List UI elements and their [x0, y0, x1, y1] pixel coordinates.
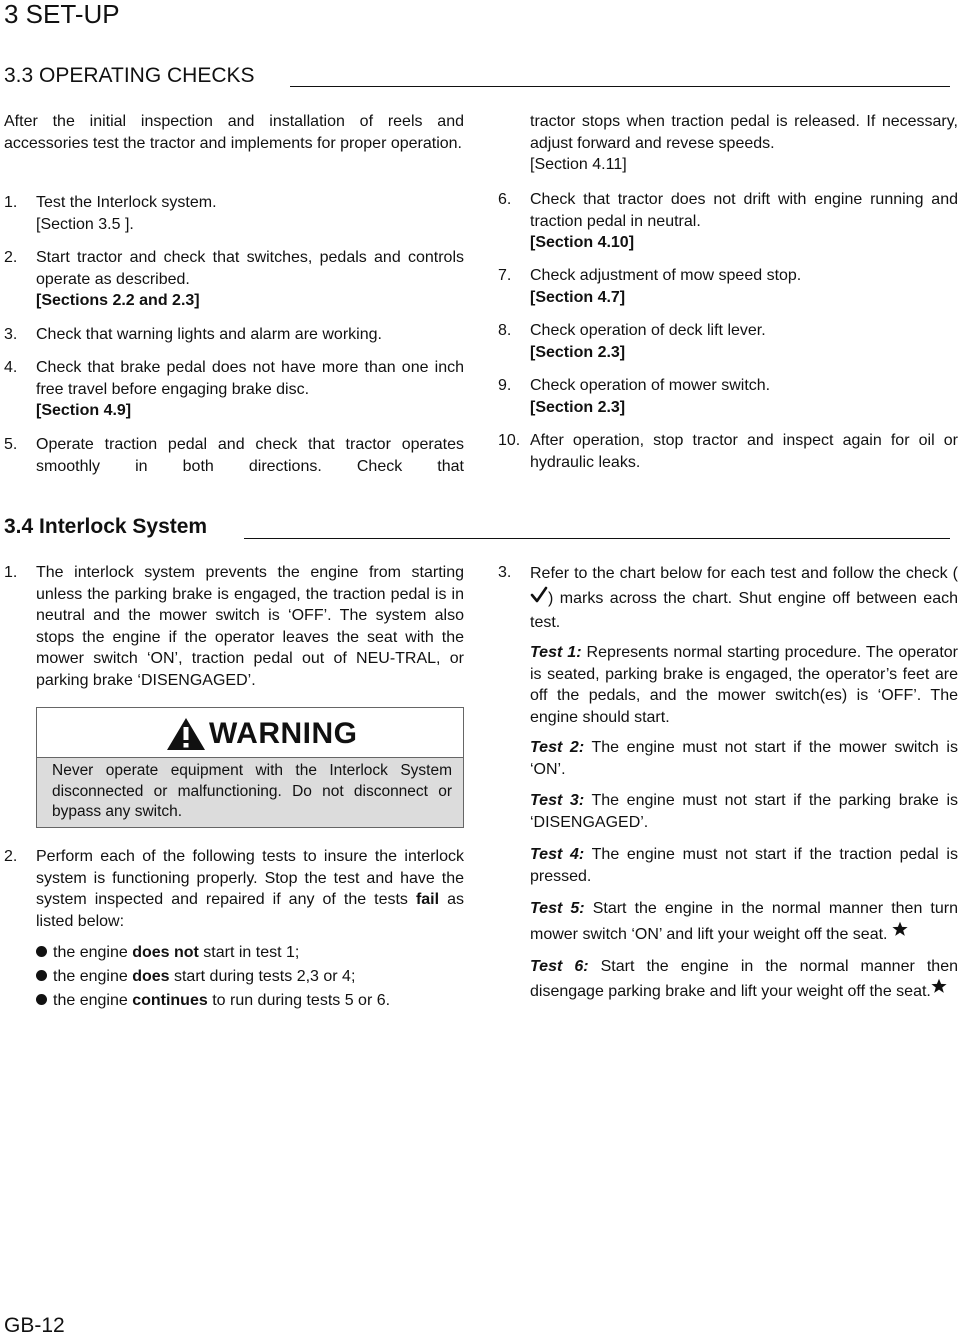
section-3-4-rule — [244, 538, 950, 539]
check-item-8 — [498, 320, 958, 364]
bullet-dot-icon — [36, 994, 47, 1005]
check-item-number: 4. — [4, 359, 18, 376]
interlock-item-number: 1. — [4, 564, 18, 581]
check-item-text: After operation, stop tractor and inspect again for oil or hydraulic leaks. — [530, 432, 958, 471]
check-item-4 — [4, 357, 464, 423]
check-item-number: 7. — [498, 267, 512, 284]
check-item-ref: [Section 4.9] — [36, 402, 132, 419]
test-text: Start the engine in the normal manner then turn mower switch ‘ON’ and lift your weight off the seat. — [530, 900, 958, 943]
interlock-item-1 — [4, 562, 464, 692]
check-item-ref: [Section 4.11] — [530, 156, 627, 173]
check-item-number: 9. — [498, 377, 512, 394]
check-item-text: Start tractor and check that switches, pedals and controls operate as described. — [36, 249, 464, 288]
check-item-ref: [Section 3.5 ]. — [36, 215, 134, 233]
test-label: Test 2: — [530, 739, 585, 756]
bullet-text-end: start in test 1; — [198, 944, 300, 961]
fail-condition-2 — [36, 966, 355, 987]
check-item-5-continued — [498, 111, 958, 177]
check-item-7 — [498, 265, 958, 309]
interlock-item-text: Perform each of the following tests to insure the interlock system is functioning properly. Stop the test and have the system inspected and repaired if any of the tests — [36, 848, 464, 908]
check-item-number: 2. — [4, 249, 18, 266]
interlock-item-number: 2. — [4, 848, 18, 865]
check-item-number: 10. — [498, 432, 521, 449]
fail-keyword: fail — [415, 891, 440, 908]
check-item-number: 5. — [4, 436, 18, 453]
bullet-text: the engine — [53, 992, 133, 1009]
interlock-item-2 — [4, 846, 464, 934]
test-5 — [530, 897, 958, 947]
bullet-bold: does not — [132, 944, 199, 961]
bullet-text-end: to run during tests 5 or 6. — [207, 992, 391, 1009]
check-item-ref: [Section 2.3] — [530, 343, 626, 361]
check-item-number: 1. — [4, 194, 18, 211]
check-item-ref: [Sections 2.2 and 2.3] — [36, 292, 200, 309]
check-item-text: Test the Interlock system. — [36, 194, 217, 211]
check-item-text: tractor stops when traction pedal is released. If necessary, adjust forward and revese speeds. — [530, 113, 958, 152]
check-item-text: Check that brake pedal does not have more than one inch free travel before engaging brake disc. — [36, 359, 464, 398]
section-3-3-title: 3.3 OPERATING CHECKS — [4, 64, 255, 87]
check-item-1 — [4, 192, 464, 236]
check-item-5 — [4, 434, 464, 478]
star-icon — [892, 921, 908, 937]
bullet-text: the engine — [53, 968, 133, 985]
check-item-text: Check operation of mower switch. — [530, 377, 771, 394]
bullet-dot-icon — [36, 946, 47, 957]
star-icon — [931, 978, 947, 994]
warning-triangle-icon — [166, 717, 206, 751]
check-item-number: 8. — [498, 322, 512, 339]
interlock-item-number: 3. — [498, 564, 512, 581]
check-item-number: 3. — [4, 326, 18, 343]
check-item-3 — [4, 324, 464, 346]
check-item-ref: [Section 2.3] — [530, 398, 626, 416]
check-item-ref: [Section 4.10] — [530, 234, 635, 251]
bullet-bold: continues — [132, 992, 208, 1009]
check-item-text: Check that tractor does not drift with engine running and traction pedal in neutral. — [530, 191, 958, 230]
interlock-item-text-end: ) marks across the chart. Shut engine off between each test. — [530, 590, 958, 631]
page-number: GB-12 — [4, 1314, 65, 1337]
section-3-3-intro: After the initial inspection and installation of reels and accessories test the tractor and implements for proper operation. — [4, 113, 464, 152]
test-text: Represents normal starting procedure. The operator is seated, parking brake is engaged, the operator’s feet are off the pedals, and the mower switch(es) is ‘OFF’. The engine should start. — [530, 644, 959, 726]
check-item-text: Check adjustment of mow speed stop. — [530, 267, 802, 284]
test-label: Test 5: — [530, 900, 585, 917]
bullet-text: the engine — [53, 944, 133, 961]
test-text: The engine must not start if the parking brake is ‘DISENGAGED’. — [530, 792, 958, 831]
fail-condition-1 — [36, 942, 299, 963]
section-3-3-rule — [290, 86, 950, 87]
section-3-4-title: 3.4 Interlock System — [4, 515, 208, 538]
check-item-number: 6. — [498, 191, 512, 208]
check-item-9 — [498, 375, 958, 419]
test-2 — [530, 737, 958, 780]
check-item-6 — [498, 189, 958, 255]
bullet-dot-icon — [36, 970, 47, 981]
warning-box — [36, 707, 464, 828]
warning-text: Never operate equipment with the Interlock System disconnected or malfunctioning. Do not disconnect or bypass any switch. — [52, 762, 452, 820]
test-4 — [530, 844, 958, 887]
interlock-item-text-end: as listed below: — [36, 891, 464, 930]
interlock-item-text: Refer to the chart below for each test and follow the check ( — [530, 565, 958, 582]
test-text: The engine must not start if the mower switch is ‘ON’. — [530, 739, 958, 778]
test-6 — [530, 956, 958, 1003]
check-mark-icon — [530, 586, 548, 604]
test-text: The engine must not start if the traction pedal is pressed. — [530, 846, 958, 885]
chapter-title: 3 SET-UP — [4, 0, 120, 29]
test-label: Test 1: — [530, 644, 582, 661]
test-1 — [530, 642, 958, 728]
test-label: Test 3: — [530, 792, 585, 809]
check-item-10 — [498, 430, 958, 474]
test-label: Test 6: — [530, 958, 589, 975]
check-item-text: Check that warning lights and alarm are working. — [36, 326, 382, 343]
interlock-item-3 — [498, 562, 958, 631]
test-3 — [530, 790, 958, 833]
check-item-2 — [4, 247, 464, 313]
check-item-text: Check operation of deck lift lever. — [530, 322, 766, 339]
fail-condition-3 — [36, 990, 390, 1011]
warning-heading: WARNING — [209, 717, 358, 750]
check-item-text: Operate traction pedal and check that tractor operates smoothly in both directions. Check that — [36, 436, 464, 475]
test-label: Test 4: — [530, 846, 585, 863]
bullet-bold: does — [132, 968, 170, 985]
test-text: Start the engine in the normal manner then disengage parking brake and lift your weight off the seat. — [530, 958, 958, 1000]
bullet-text-end: start during tests 2,3 or 4; — [169, 968, 356, 985]
interlock-item-text: The interlock system prevents the engine from starting unless the parking brake is engaged, the traction pedal is in neutral and the mower switch is ‘OFF’. The system also stops the engine if the operator leaves the seat with the mower switch ‘ON’, traction pedal out of NEU-TRAL, or parking brake ‘DISENGAGED’. — [36, 564, 464, 689]
check-item-ref: [Section 4.7] — [530, 288, 626, 306]
